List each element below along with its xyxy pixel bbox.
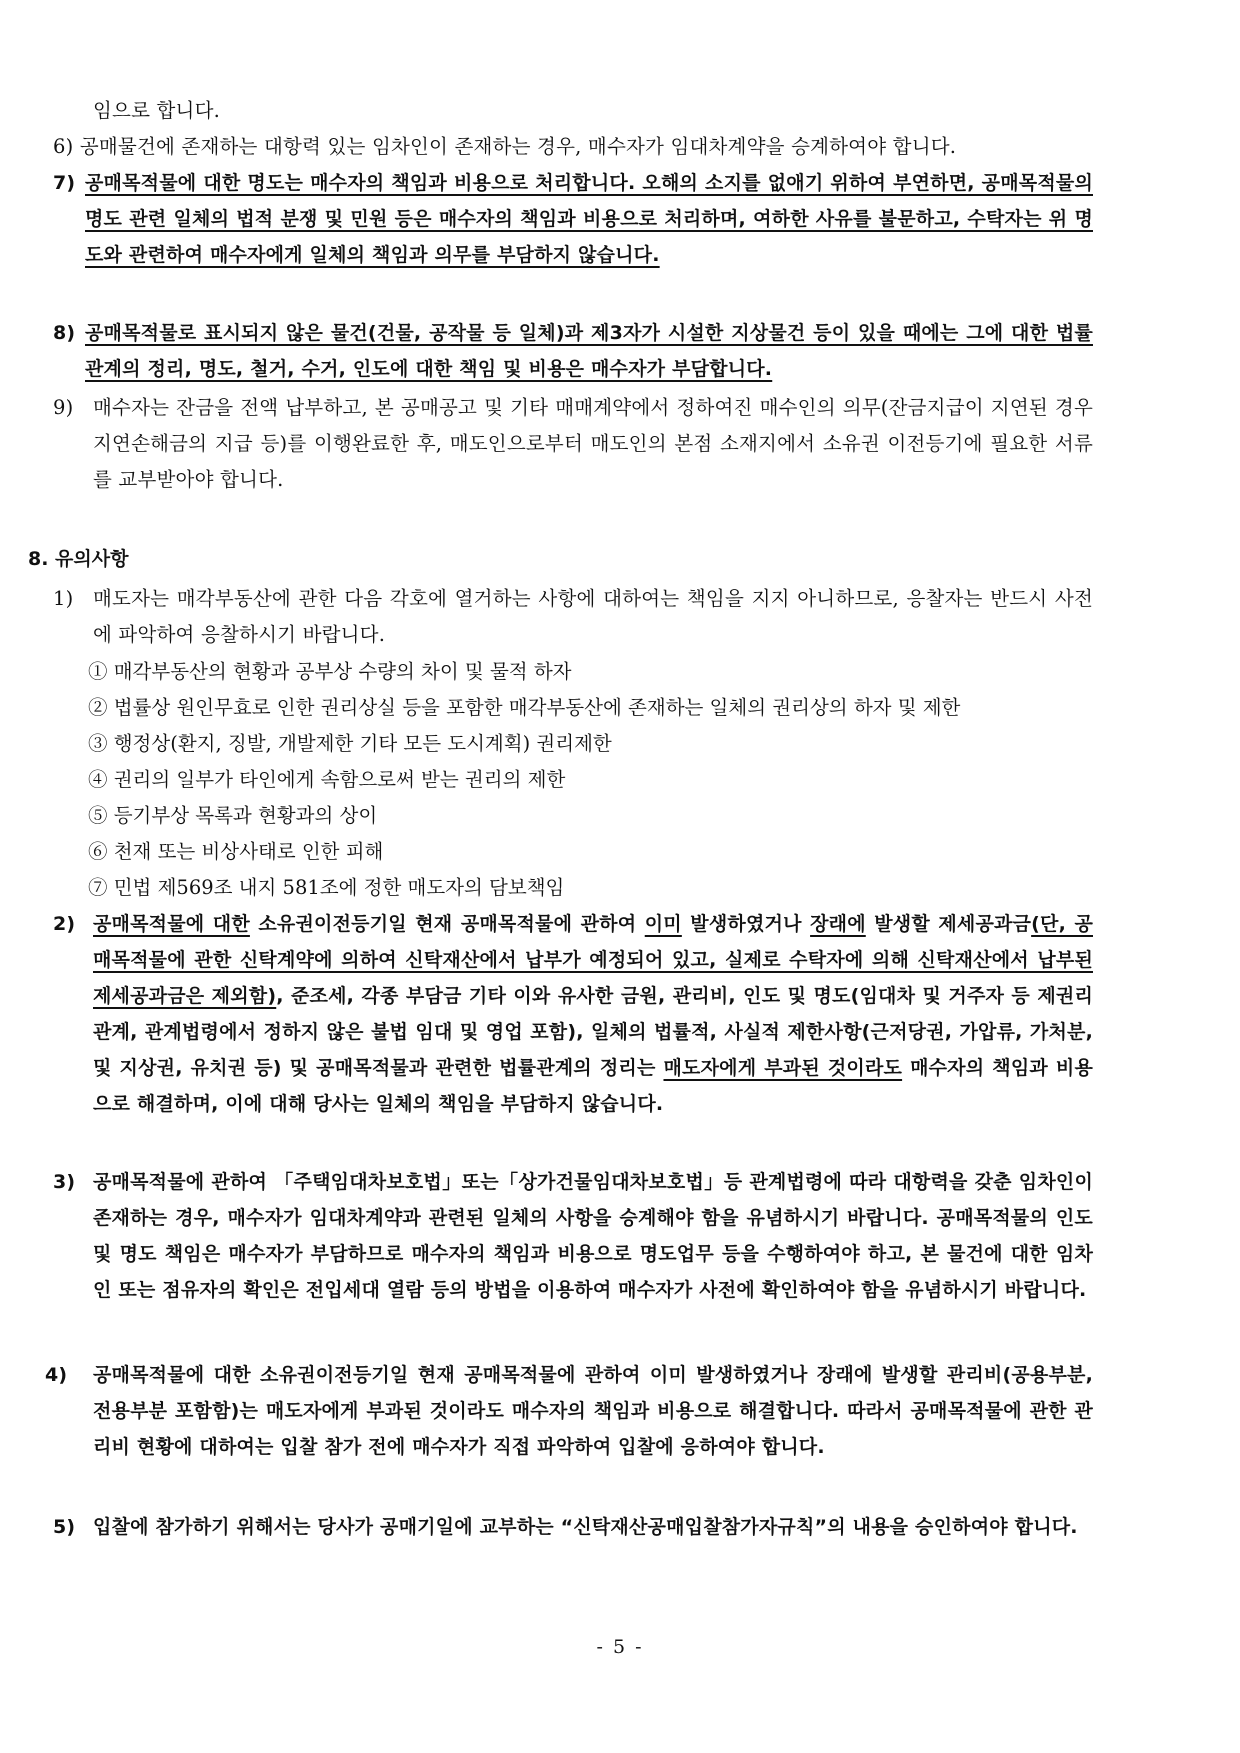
clause-number: 8) [53, 322, 76, 344]
clause-text: 공매목적물로 표시되지 않은 물건(건물, 공작물 등 일체)과 제3자가 시설한 지상물건 등이 있을 때에는 그에 대한 법률관계의 정리, 명도, 철거, 수거, 인도에 대한 책임 및 비용은 매수자가 부담합니다. [85, 322, 1093, 380]
notice-text-segment: 발생하였거나 [681, 913, 811, 935]
notice-1 [53, 581, 1093, 653]
clause-text: 임으로 합니다. [93, 99, 221, 122]
subitem-4: ④ 권리의 일부가 타인에게 속함으로써 받는 권리의 제한 [88, 768, 566, 791]
clause-text: 매수자는 잔금을 전액 납부하고, 본 공매공고 및 기타 매매계약에서 정하여진 매수인의 의무(잔금지급이 지연된 경우 지연손해금의 지급 등)를 이행완료한 후, 매도인으로부터 매도인의 본점 소재지에서 소유권 이전등기에 필요한 서류를 교부받아야 합니다. [93, 396, 1093, 491]
notice-number: 3) [53, 1171, 76, 1193]
clause-continued [93, 93, 1093, 129]
clause-number: 6) [53, 135, 74, 158]
notice-5 [53, 1509, 1093, 1545]
notice-number: 1) [53, 587, 74, 610]
notice-text-segment: 매도자에게 부과된 것이라도 [663, 1057, 903, 1079]
notice-text: 공매목적물에 관하여 「주택임대차보호법」또는「상가건물임대차보호법」등 관계법령에 따라 대항력을 갖춘 임차인이 존재하는 경우, 매수자가 임대차계약과 관련된 일체의 사항을 승계해야 함을 유념하시기 바랍니다. 공매목적물의 인도 및 명도 책임은 매수자가 부담하므로 매수자의 책임과 비용으로 명도업무 등을 수행하여야 하고, 본 물건에 대한 임차인 또는 점유자의 확인은 전입세대 열람 등의 방법을 이용하여 매수자가 사전에 확인하여야 함을 유념하시기 바랍니다. [93, 1171, 1093, 1301]
subitem-7: ⑦ 민법 제569조 내지 581조에 정한 매도자의 담보책임 [88, 876, 565, 899]
subitem-3: ③ 행정상(환지, 징발, 개발제한 기타 모든 도시계획) 권리제한 [88, 732, 612, 755]
notice-number: 2) [53, 913, 76, 935]
clause-number: 7) [53, 172, 76, 194]
clause-6 [53, 129, 1093, 165]
notice-text-segment: 발생할 제세공과금 [865, 913, 1032, 935]
notice-number: 5) [53, 1516, 76, 1538]
clause-8 [53, 315, 1093, 387]
clause-7 [53, 165, 1093, 273]
page-number: - 5 - [596, 1636, 644, 1658]
section-heading: 8. 유의사항 [28, 548, 129, 570]
notice-text-segment: 이미 [644, 913, 682, 935]
notice-text: 입찰에 참가하기 위해서는 당사가 공매기일에 교부하는 “신탁재산공매입찰참가자규칙”의 내용을 승인하여야 합니다. [93, 1516, 1078, 1538]
notice-text: 공매목적물에 대한 소유권이전등기일 현재 공매목적물에 관하여 이미 발생하였거나 장래에 발생할 관리비(공용부분, 전용부분 포함함)는 매도자에게 부과된 것이라도 매수자의 책임과 비용으로 해결합니다. 따라서 공매목적물에 관한 관리비 현황에 대하여는 입찰 참가 전에 매수자가 직접 파악하여 입찰에 응하여야 합니다. [93, 1364, 1093, 1458]
clause-9 [53, 390, 1093, 498]
subitem-5: ⑤ 등기부상 목록과 현황과의 상이 [88, 804, 378, 827]
subitem-6: ⑥ 천재 또는 비상사태로 인한 피해 [88, 840, 384, 863]
notice-4 [45, 1357, 1093, 1465]
notice-text-segment: , 준조세, 각종 부담금 기타 이와 유사한 금원, 관리비, 인도 및 명도(임대차 및 거주자 등 제권리관계, 관계법령에서 정하지 않은 불법 임대 및 영업 포함), 일체의 법률적, 사실적 제한사항(근저당권, 가압류, 가처분, 및 지상권, 유치권 등) 및 공매목적물과 관련한 법률관계의 정리는 [93, 985, 1093, 1079]
subitem-1: ① 매각부동산의 현황과 공부상 수량의 차이 및 물적 하자 [88, 660, 572, 683]
notice-text-segment: 공매목적물에 대한 [93, 913, 250, 935]
notice-text-segment: (단, 공매목적물에 관한 신탁계약에 의하여 신탁재산에서 납부가 예정되어 있고, 실제로 수탁자에 의해 신탁재산에서 납부된 제세공과금은 제외함) [93, 913, 1093, 1007]
notice-3 [53, 1164, 1093, 1308]
clause-text: 공매물건에 존재하는 대항력 있는 임차인이 존재하는 경우, 매수자가 임대차계약을 승계하여야 합니다. [79, 135, 957, 158]
notice-text-segment: 소유권이전등기일 현재 공매목적물에 관하여 [249, 913, 645, 935]
clause-number: 9) [53, 396, 74, 419]
subitem-2: ② 법률상 원인무효로 인한 권리상실 등을 포함한 매각부동산에 존재하는 일체의 권리상의 하자 및 제한 [88, 696, 961, 719]
notice-text: 매도자는 매각부동산에 관한 다음 각호에 열거하는 사항에 대하여는 책임을 지지 아니하므로, 응찰자는 반드시 사전에 파악하여 응찰하시기 바랍니다. [93, 587, 1093, 646]
notice-text-segment: 장래에 [810, 913, 866, 935]
notice-2 [53, 906, 1093, 1122]
clause-text: 공매목적물에 대한 명도는 매수자의 책임과 비용으로 처리합니다. 오해의 소지를 없애기 위하여 부연하면, 공매목적물의 명도 관련 일체의 법적 분쟁 및 민원 등은 매수자의 책임과 비용으로 처리하며, 여하한 사유를 불문하고, 수탁자는 위 명도와 관련하여 매수자에게 일체의 책임과 의무를 부담하지 않습니다. [85, 172, 1093, 266]
notice-number: 4) [45, 1364, 68, 1386]
notice-text-segment: 매수자의 책임과 비용으로 해결하며, 이에 대해 당사는 일체의 책임을 부담하지 않습니다. [93, 1057, 1094, 1115]
